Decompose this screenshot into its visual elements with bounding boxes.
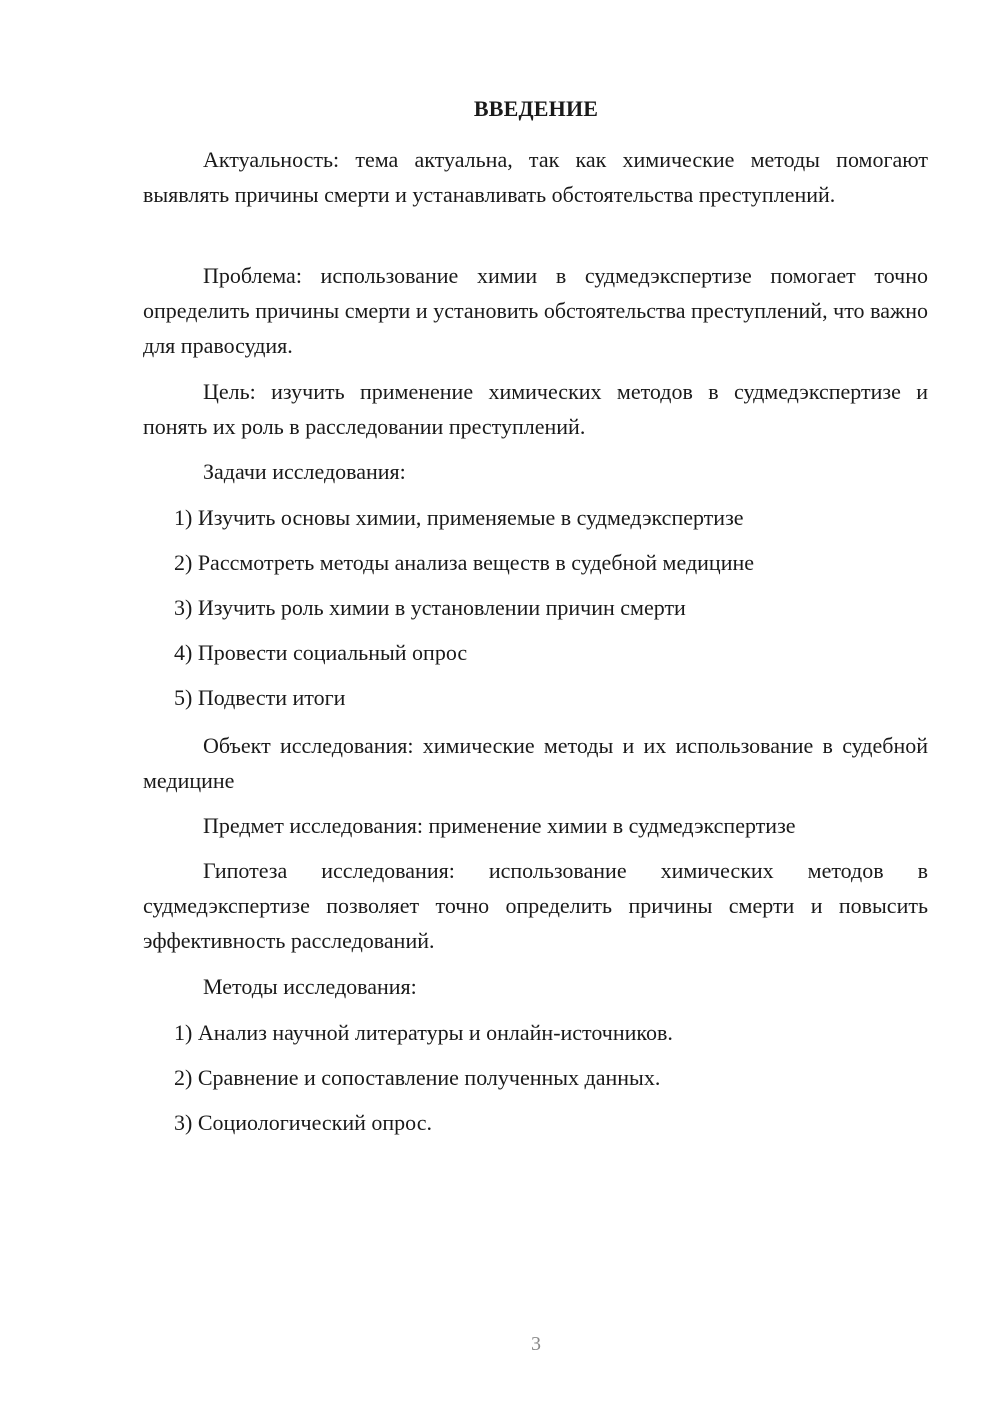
list-item: 3) Изучить роль химии в установлении причин смерти	[174, 595, 686, 620]
page-heading: ВВЕДЕНИЕ	[473, 96, 599, 121]
list-item: 1) Изучить основы химии, применяемые в судмедэкспертизе	[174, 505, 744, 530]
list-item: 3) Социологический опрос.	[174, 1110, 432, 1135]
tasks-list	[143, 500, 928, 715]
list-item: 2) Рассмотреть методы анализа веществ в судебной медицине	[174, 550, 755, 575]
section-tasks	[143, 454, 928, 489]
list-item: 5) Подвести итоги	[174, 685, 346, 710]
list-item: 2) Сравнение и сопоставление полученных данных.	[174, 1065, 661, 1090]
methods-list	[143, 1015, 928, 1140]
goal-paragraph: Цель: изучить применение химических методов в судмедэкспертизе и понять их роль в расследовании преступлений.	[143, 379, 928, 439]
problem-paragraph: Проблема: использование химии в судмедэкспертизе помогает точно определить причины смерти и установить обстоятельства преступлений, что важно для правосудия.	[143, 263, 928, 358]
list-item: 1) Анализ научной литературы и онлайн-источников.	[174, 1020, 673, 1045]
page-number: 3	[531, 1333, 541, 1355]
section-object	[143, 728, 928, 798]
section-hypothesis	[143, 853, 928, 958]
subject-paragraph: Предмет исследования: применение химии в судмедэкспертизе	[203, 813, 796, 838]
object-paragraph: Объект исследования: химические методы и их использование в судебной медицине	[143, 733, 928, 793]
section-subject	[143, 808, 928, 843]
section-problem	[143, 258, 928, 363]
methods-heading: Методы исследования:	[203, 974, 417, 999]
section-methods	[143, 969, 928, 1004]
section-relevance-problem-goal	[143, 142, 928, 212]
tasks-heading: Задачи исследования:	[203, 459, 406, 484]
relevance-paragraph: Актуальность: тема актуальна, так как химические методы помогают выявлять причины смерти и устанавливать обстоятельства преступлений.	[143, 147, 928, 207]
section-goal	[143, 374, 928, 444]
hypothesis-paragraph: Гипотеза исследования: использование химических методов в судмедэкспертизе позволяет точно определить причины смерти и повысить эффективность расследований.	[143, 858, 928, 953]
list-item: 4) Провести социальный опрос	[174, 640, 468, 665]
